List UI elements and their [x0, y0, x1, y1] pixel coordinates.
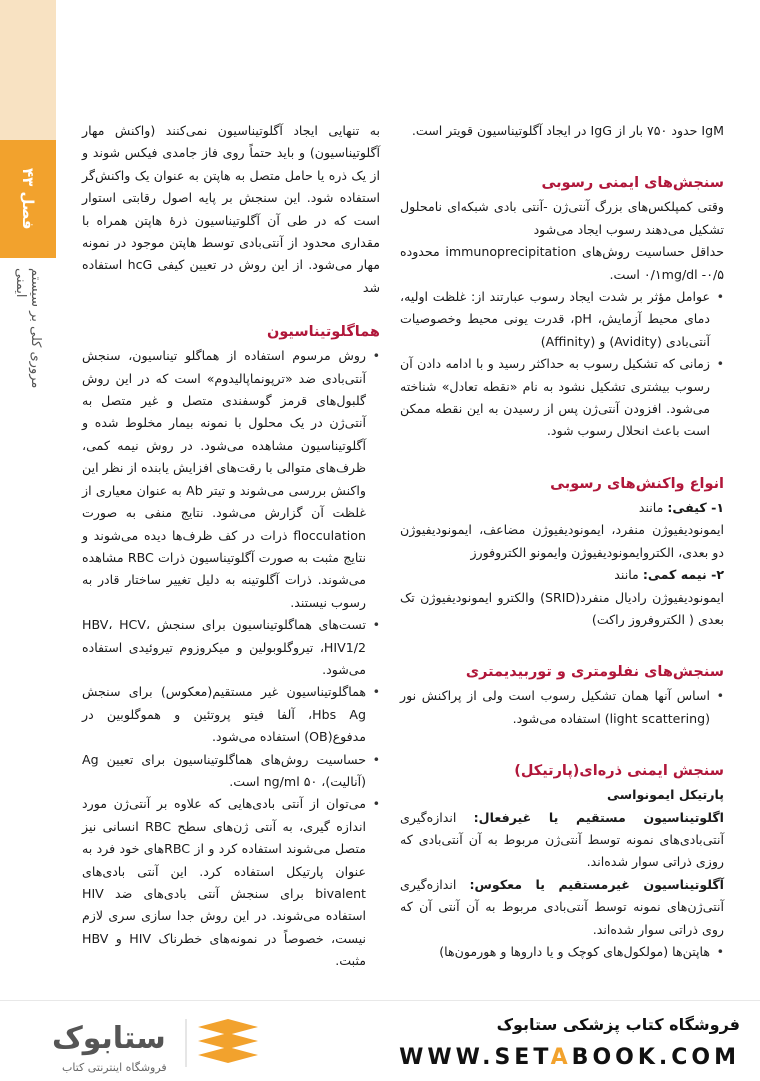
running-title [0, 258, 56, 418]
chapter-sidebar [0, 0, 56, 1000]
term-label: اگلوتیناسیون مستقیم یا غیرفعال: [473, 809, 724, 825]
chapter-label: فصل ۴۳ [19, 168, 37, 230]
right-column [400, 120, 724, 963]
url-part: BOOK.COM [571, 1045, 740, 1070]
store-url[interactable] [399, 1045, 740, 1070]
left-column [82, 120, 380, 973]
subheading: پارتیکل ایمونواسی [607, 787, 724, 803]
list-item: • حساسیت روش‌های هماگلوتیناسیون برای تعیین Ag (آنالیت)، ۵۰ ng/ml است. [82, 749, 380, 794]
paragraph: حداقل حساسیت روش‌های immunoprecipitation محدوده ۰/۱mg/dl -۰/۵ است. [400, 244, 724, 282]
list-item: • عوامل مؤثر بر شدت ایجاد رسوب عبارتند از: غلظت اولیه، دمای محیط آزمایش، pH، قدرت یونی محیط وخصوصیات آنتی‌بادی (Avidity) و (Affinity) [400, 286, 724, 353]
bullet-list [400, 685, 724, 730]
chapter-tab [0, 140, 56, 258]
paragraph: به تنهایی ایجاد آگلوتیناسیون نمی‌کنند (واکنش مهار آگلوتیناسیون) و باید حتماً روی فاز جامدی فیکس شوند و از یک ذره یا حامل متصل به هاپتن به عنوان یک واکنش‌گر استفاده شود. این سنجش بر پایه اصول رقابتی استوار است که در طی آن آگلوتیناسیون ذرهٔ هاپتن همراه با مقداری محدود از آنتی‌بادی توسط هاپتن موجود در نمونه مهار می‌شود. از این روش در تعیین کیفی hcG استفاده شد [82, 123, 380, 295]
sidebar-top-band [0, 0, 56, 140]
heading-precipitation-types: انواع واکنش‌های رسوبی [550, 475, 724, 492]
bullet-list [82, 345, 380, 972]
term-text: اندازه‌گیری آنتی‌بادی‌های نمونه توسط آنتی‌ژن مربوط به آن آنتی‌بادی که روزی ذراتی سوار شده‌اند. [400, 809, 724, 870]
paragraph: وقتی کمپلکس‌های بزرگ آنتی‌ژن -آنتی بادی شبکه‌ای نامحلول تشکیل می‌دهند رسوب ایجاد می‌شود [400, 199, 724, 237]
heading-nephelometry: سنجش‌های نفلومتری و توربیدیمتری [465, 664, 724, 681]
list-item: • اساس آنها همان تشکیل رسوب است ولی از پراکنش نور (light scattering) استفاده می‌شود. [400, 685, 724, 730]
type-suffix: مانند [638, 499, 668, 515]
type-semiquantitative [400, 564, 724, 586]
list-item: • هاپتن‌ها (مولکول‌های کوچک و یا داروها و هورمون‌ها) [400, 941, 724, 963]
url-part: WWW.SET [399, 1045, 551, 1070]
type-suffix: مانند [614, 567, 643, 583]
bullet-list [400, 941, 724, 963]
footer-banner [0, 1000, 760, 1081]
heading-precipitation: سنجش‌های ایمنی رسوبی [541, 175, 724, 192]
heading-particle: سنجش ایمنی ذره‌ای(پارتیکل) [514, 763, 724, 780]
type-label: ۲- نیمه کمی: [642, 567, 724, 583]
term-text: اندازه‌گیری آنتی‌ژن‌های نمونه توسط آنتی‌بادی مربوط به آن آنتی آن که روی ذراتی سوار شده‌اند. [400, 876, 724, 937]
url-accent: A [550, 1045, 572, 1070]
store-name: فروشگاه کتاب پزشکی ستابوک [496, 1015, 740, 1034]
list-item: • زمانی که تشکیل رسوب به حداکثر رسید و با ادامه دادن آن رسوب بیشتری تشکیل نشود به نام «نقطه تعادل» شناخته می‌شود. افزودن آنتی‌ژن پس از رسیدن به این نقطه ممکن است باعث انحلال رسوب شود. [400, 353, 724, 443]
paragraph: ایمونودیفیوژن منفرد، ایمونودیفیوژن مضاعف، ایمونودیفیوژن دو بعدی، الکتروایمونودیفیوژن وایمونو الکتروفورز [400, 522, 724, 560]
list-item: • تست‌های هماگلوتیناسیون برای سنجش HBV، HCV، HIV1/2، تیروگلوبولین و میکروزوم تیروئیدی استفاده می‌شود. [82, 614, 380, 681]
store-logo[interactable] [22, 1013, 262, 1073]
paragraph [400, 807, 724, 874]
list-item: • هماگلوتیناسیون غیر مستقیم(معکوس) برای سنجش Hbs Ag، آلفا فیتو پروتئین و هموگلوبین در مدفوع(OB) استفاده می‌شود. [82, 681, 380, 748]
term-label: آگلوتیناسیون غیرمستقیم یا معکوس: [469, 876, 724, 892]
intro-line: IgM حدود ۷۵۰ بار از IgG در ایجاد آگلوتیناسیون قویتر است. [411, 123, 724, 138]
brand-name: ستابوک [52, 1021, 166, 1056]
running-title-text: مروری کلی بر سیستم ایمنی [13, 268, 43, 389]
bullet-list [400, 286, 724, 443]
list-item: • می‌توان از آنتی بادی‌هایی که علاوه بر آنتی‌ژن مورد اندازه گیری، به آنتی ژن‌های سطح RBC انسانی نیز متصل می‌شوند استفاده کرد و از RBCهای خود فرد به عنوان پارتیکل استفاده کرد. این آنتی بادی‌های bivalent برای سنجش آنتی بادی‌های ضد HIV استفاده می‌شوند. در این روش جدا سازی سری لازم نیست، خصوصاً در نمونه‌های خطرناک HIV و HBV مثبت. [82, 793, 380, 972]
paragraph [400, 874, 724, 941]
paragraph: ایمونودیفیوژن رادیال منفرد(SRID) والکترو ایمونودیفیوژن تک بعدی ( الکتروفروز راکت) [400, 589, 725, 627]
type-qualitative [400, 497, 724, 519]
brand-subtitle: فروشگاه اینترنتی کتاب [62, 1061, 167, 1074]
heading-hemagglutination: هماگلوتیناسیون [266, 324, 380, 341]
type-label: ۱- کیفی: [667, 499, 724, 515]
list-item: • روش مرسوم استفاده از هماگلو تیناسیون، سنجش آنتی‌بادی ضد «ترپونماپالیدوم» است که در این روش گلبول‌های قرمز گوسفندی متصل و غیر متصل به آنتی‌ژن در یک محلول با نمونه بیمار مخلوط شده و آگلوتیناسیون مشاهده می‌شود. در روش نیمه کمی، ظرف‌های متوالی با رقت‌های افزایش یابنده از نظر این واکنش بررسی می‌شوند و تیتر Ab به عنوان معیاری از غلظت آن گزارش می‌شود. نتایج منفی به صورت flocculation ذرات در کف ظرف‌ها دیده می‌شوند و نتایج مثبت به صورت آگلوتیناسیون ذرات RBC مشاهده می‌شوند. ذرات آگلوتینه به دلیل تغییر ساختار قادر به رسوب نیستند. [82, 345, 380, 614]
